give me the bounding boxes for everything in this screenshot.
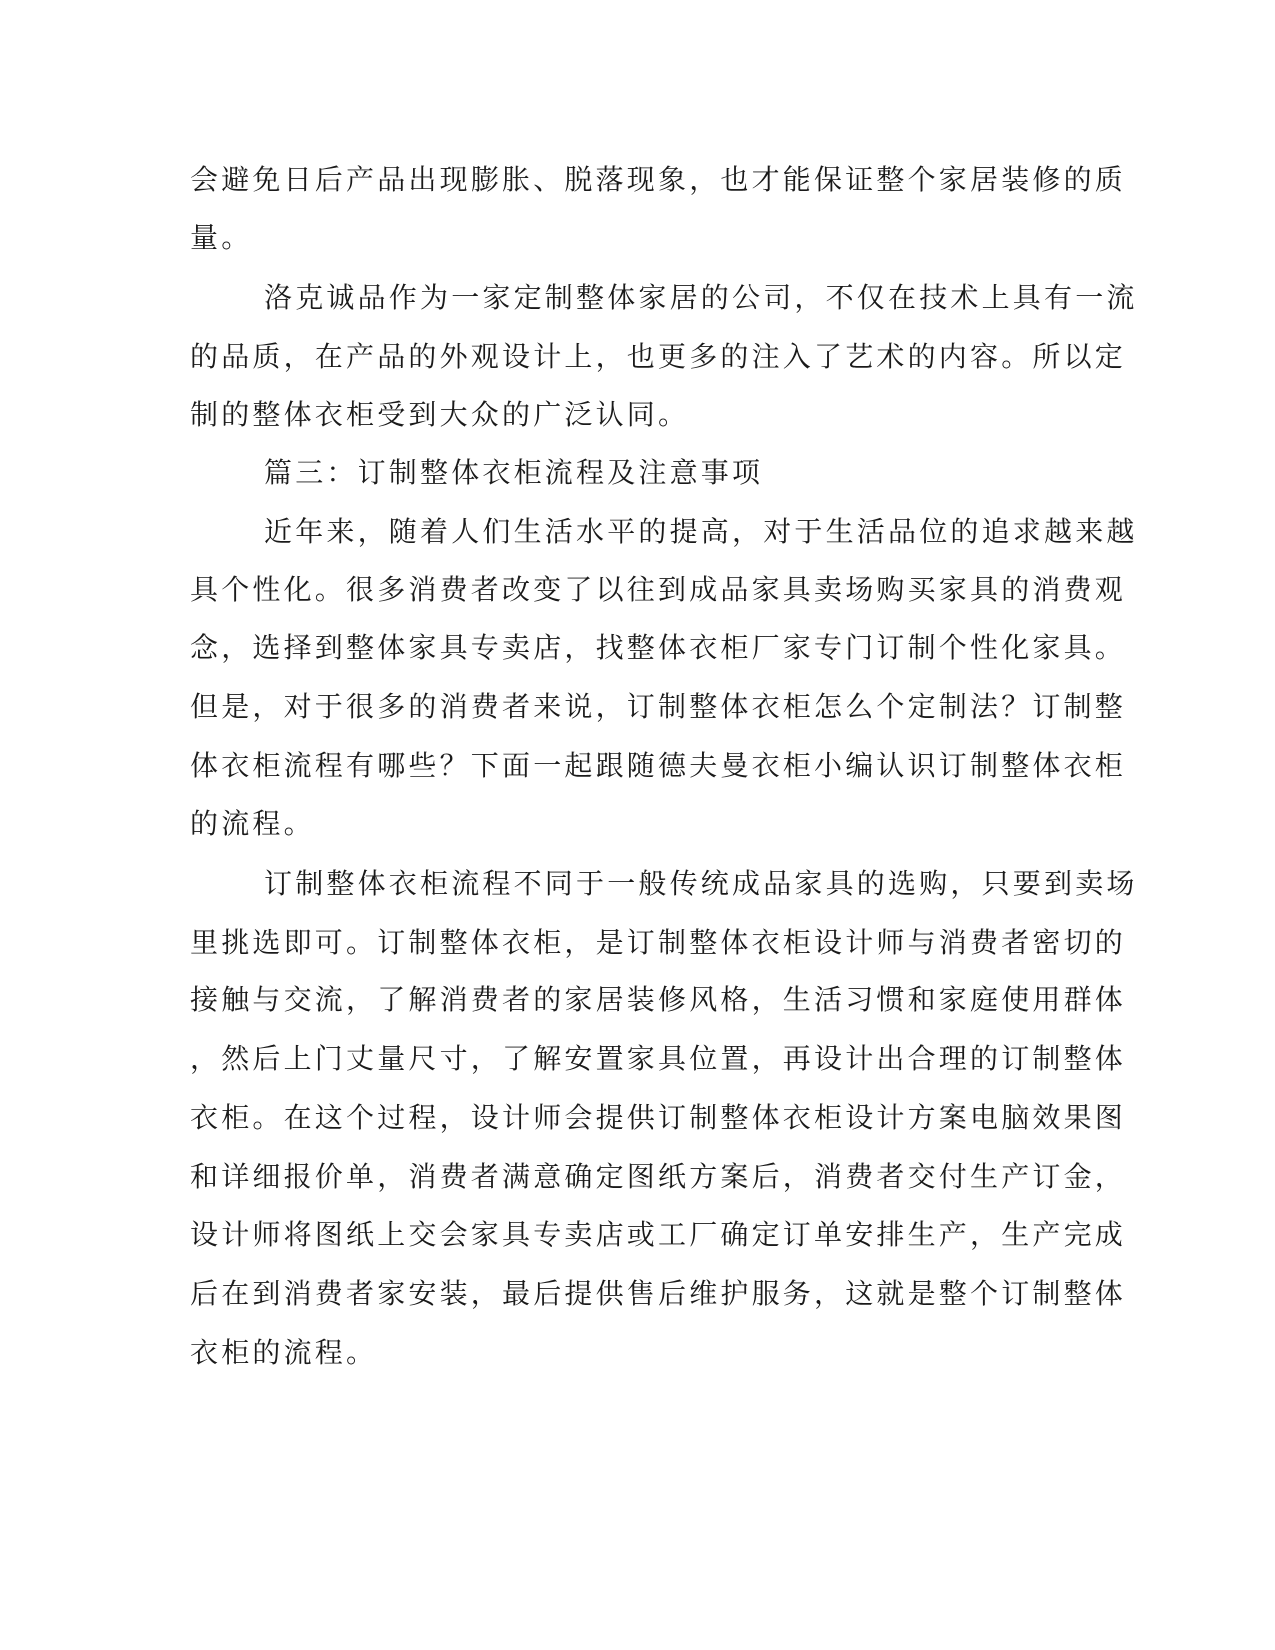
text-line: 和详细报价单，消费者满意确定图纸方案后，消费者交付生产订金， <box>190 1160 1127 1193</box>
text-line: 会避免日后产品出现膨胀、脱落现象，也才能保证整个家居装修的质 <box>190 163 1127 196</box>
paragraph-start-line: 近年来，随着人们生活水平的提高，对于生活品位的追求越来越 <box>264 515 1138 548</box>
text-line: 念，选择到整体家具专卖店，找整体衣柜厂家专门订制个性化家具。 <box>190 631 1127 664</box>
text-line: 量。 <box>190 221 253 254</box>
text-line: 制的整体衣柜受到大众的广泛认同。 <box>190 398 690 431</box>
text-line: ，然后上门丈量尺寸，了解安置家具位置，再设计出合理的订制整体 <box>190 1042 1127 1075</box>
text-line: 衣柜。在这个过程，设计师会提供订制整体衣柜设计方案电脑效果图 <box>190 1101 1127 1134</box>
text-line: 但是，对于很多的消费者来说，订制整体衣柜怎么个定制法？订制整 <box>190 690 1127 723</box>
text-line: 衣柜的流程。 <box>190 1336 378 1369</box>
paragraph-start-line: 洛克诚品作为一家定制整体家居的公司，不仅在技术上具有一流 <box>264 281 1138 314</box>
text-line: 设计师将图纸上交会家具专卖店或工厂确定订单安排生产，生产完成 <box>190 1218 1127 1251</box>
text-line: 里挑选即可。订制整体衣柜，是订制整体衣柜设计师与消费者密切的 <box>190 926 1127 959</box>
text-line: 接触与交流，了解消费者的家居装修风格，生活习惯和家庭使用群体 <box>190 983 1127 1016</box>
text-line: 具个性化。很多消费者改变了以往到成品家具卖场购买家具的消费观 <box>190 573 1127 606</box>
text-line: 的品质，在产品的外观设计上，也更多的注入了艺术的内容。所以定 <box>190 340 1127 373</box>
text-line: 后在到消费者家安装，最后提供售后维护服务，这就是整个订制整体 <box>190 1277 1127 1310</box>
text-line: 体衣柜流程有哪些？下面一起跟随德夫曼衣柜小编认识订制整体衣柜 <box>190 749 1127 782</box>
text-line: 的流程。 <box>190 807 315 840</box>
section-heading: 篇三：订制整体衣柜流程及注意事项 <box>264 456 764 489</box>
paragraph-start-line: 订制整体衣柜流程不同于一般传统成品家具的选购，只要到卖场 <box>264 867 1138 900</box>
